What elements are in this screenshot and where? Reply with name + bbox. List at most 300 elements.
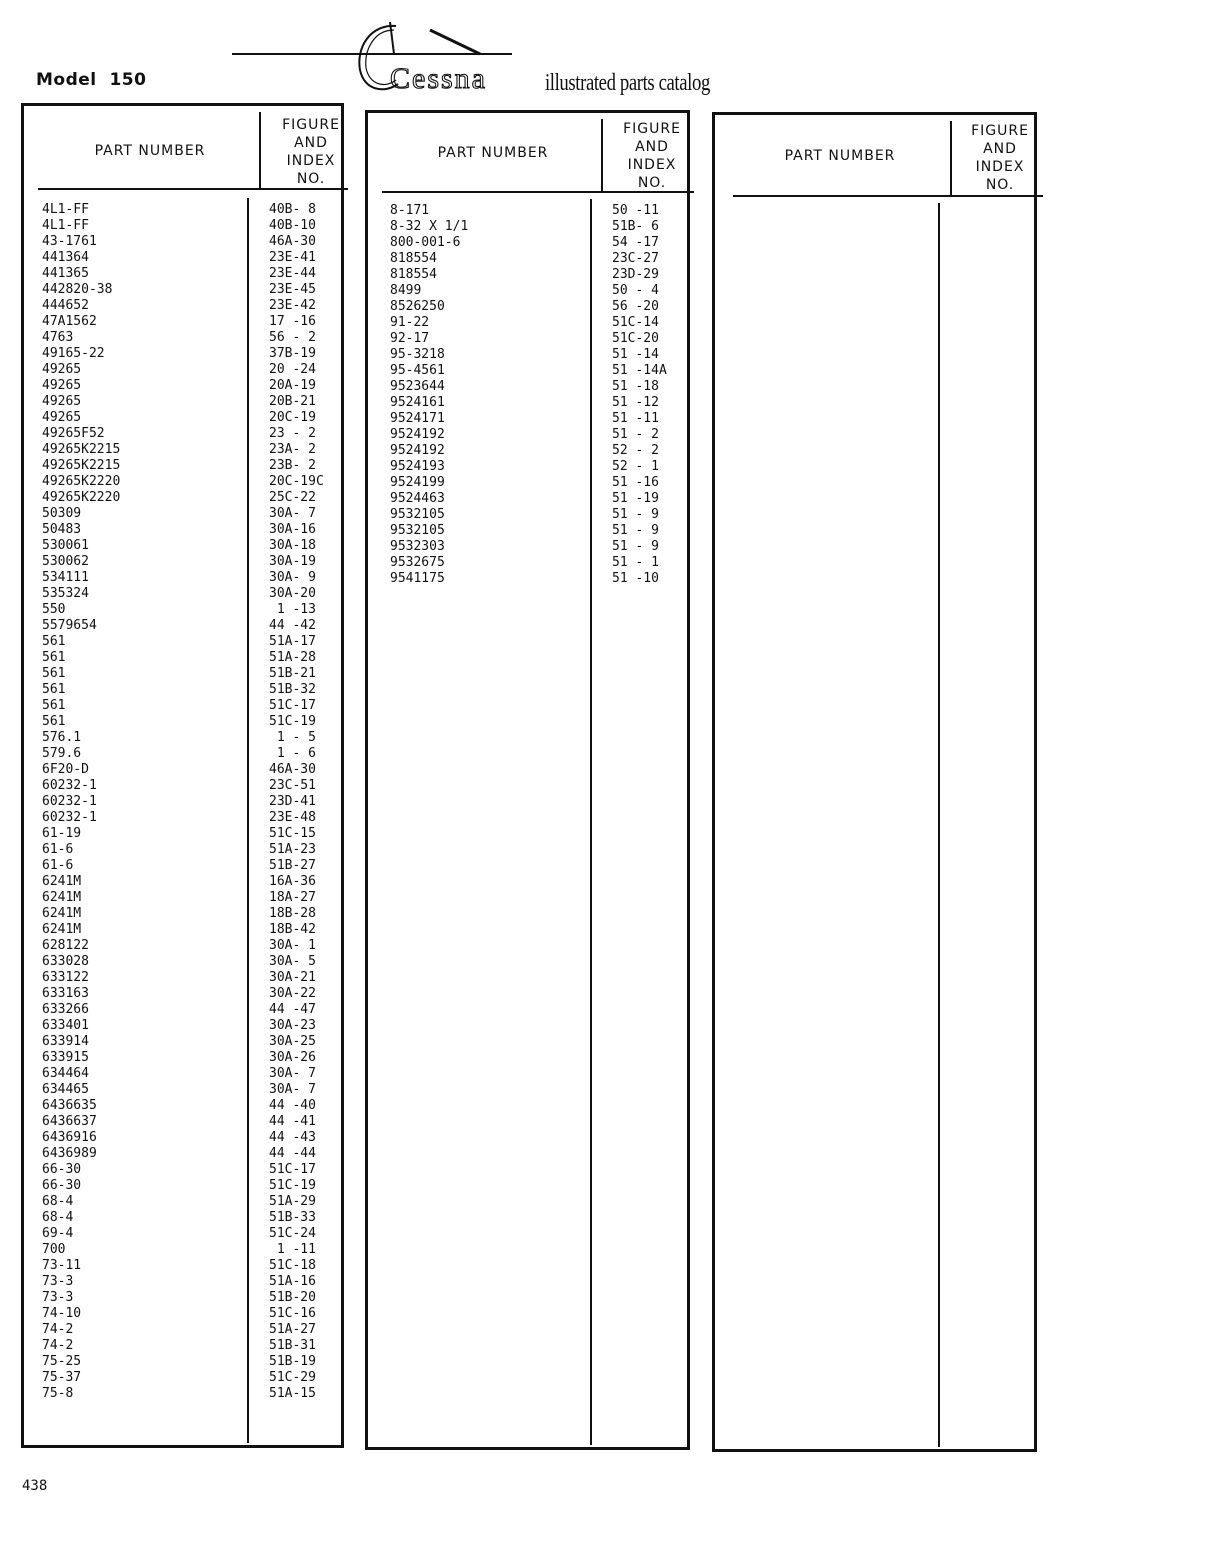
part-number-cell: 6F20-D	[42, 762, 89, 777]
figure-index-cell: 20B-21	[269, 394, 316, 409]
part-number-cell: 441365	[42, 266, 89, 281]
figure-index-cell: 51A-28	[269, 650, 316, 665]
part-number-cell: 74-2	[42, 1322, 74, 1337]
part-number-cell: 73-11	[42, 1258, 82, 1273]
part-number-cell: 50309	[42, 506, 82, 521]
table-row	[24, 554, 341, 570]
part-number-cell: 530062	[42, 554, 89, 569]
figure-index-cell: 20A-19	[269, 378, 316, 393]
table-row	[24, 570, 341, 586]
figure-index-cell: 51C-18	[269, 1258, 316, 1273]
part-number-cell: 534111	[42, 570, 89, 585]
table-row	[24, 346, 341, 362]
table-row	[368, 235, 687, 251]
figure-index-cell: 30A-23	[269, 1018, 316, 1033]
part-number-cell: 561	[42, 698, 66, 713]
table-row	[24, 202, 341, 218]
table-row	[24, 378, 341, 394]
figure-index-cell: 30A-22	[269, 986, 316, 1001]
table-row	[24, 858, 341, 874]
figure-heading-line: NO.	[296, 171, 326, 187]
figure-index-cell: 16A-36	[269, 874, 316, 889]
table-row	[368, 539, 687, 555]
part-number-cell: 66-30	[42, 1162, 82, 1177]
parts-column-2	[365, 110, 690, 1450]
column-divider-lower	[938, 203, 940, 1447]
figure-index-cell: 44 -41	[269, 1114, 316, 1129]
figure-index-cell: 25C-22	[269, 490, 316, 505]
model-label	[36, 70, 146, 90]
figure-heading-line: NO.	[637, 175, 667, 191]
figure-index-heading	[951, 122, 1049, 194]
table-row	[24, 1146, 341, 1162]
part-number-cell: 634465	[42, 1082, 89, 1097]
figure-index-cell: 51C-20	[612, 331, 659, 346]
parts-list	[24, 202, 341, 1402]
table-row	[368, 315, 687, 331]
part-number-cell: 441364	[42, 250, 89, 265]
part-number-cell: 74-10	[42, 1306, 82, 1321]
part-number-cell: 47A1562	[42, 314, 97, 329]
figure-index-cell: 51C-19	[269, 714, 316, 729]
table-row	[24, 778, 341, 794]
part-number-cell: 700	[42, 1242, 66, 1257]
table-row	[24, 250, 341, 266]
figure-index-cell: 51 - 9	[612, 507, 659, 522]
table-row	[24, 1338, 341, 1354]
part-number-cell: 633028	[42, 954, 89, 969]
figure-index-cell: 23E-48	[269, 810, 316, 825]
figure-index-cell: 30A- 7	[269, 506, 316, 521]
part-number-cell: 633401	[42, 1018, 89, 1033]
figure-index-cell: 51 -19	[612, 491, 659, 506]
table-row	[24, 1002, 341, 1018]
table-row	[24, 650, 341, 666]
figure-index-cell: 51A-23	[269, 842, 316, 857]
figure-index-cell: 17 -16	[269, 314, 316, 329]
figure-index-cell: 51 - 1	[612, 555, 659, 570]
figure-index-cell: 20C-19	[269, 410, 316, 425]
figure-index-cell: 51C-16	[269, 1306, 316, 1321]
table-row	[24, 762, 341, 778]
table-row	[24, 442, 341, 458]
part-number-cell: 95-4561	[390, 363, 445, 378]
figure-index-cell: 51 -11	[612, 411, 659, 426]
part-number-cell: 633915	[42, 1050, 89, 1065]
figure-index-cell: 1 - 5	[269, 730, 316, 745]
table-row	[24, 938, 341, 954]
table-row	[24, 1290, 341, 1306]
part-number-cell: 550	[42, 602, 66, 617]
table-row	[368, 219, 687, 235]
part-number-cell: 9524192	[390, 443, 445, 458]
figure-index-cell: 23E-44	[269, 266, 316, 281]
table-row	[368, 555, 687, 571]
part-number-heading: PART NUMBER	[437, 145, 549, 161]
column-divider-upper	[950, 121, 952, 195]
table-row	[24, 410, 341, 426]
figure-index-cell: 51 -14A	[612, 363, 667, 378]
figure-index-cell: 37B-19	[269, 346, 316, 361]
figure-index-cell: 51B-31	[269, 1338, 316, 1353]
table-row	[368, 363, 687, 379]
part-number-cell: 8-171	[390, 203, 430, 218]
figure-index-cell: 44 -40	[269, 1098, 316, 1113]
figure-heading-line: AND	[294, 135, 328, 151]
table-row	[24, 1130, 341, 1146]
part-number-cell: 74-2	[42, 1338, 74, 1353]
figure-index-cell: 51 -12	[612, 395, 659, 410]
part-number-cell: 9523644	[390, 379, 445, 394]
part-number-cell: 49265K2220	[42, 490, 121, 505]
table-row	[24, 986, 341, 1002]
part-number-heading: PART NUMBER	[784, 148, 896, 164]
figure-index-cell: 51C-29	[269, 1370, 316, 1385]
figure-index-cell: 51C-24	[269, 1226, 316, 1241]
table-row	[24, 1050, 341, 1066]
table-row	[368, 427, 687, 443]
figure-index-cell: 50 -11	[612, 203, 659, 218]
part-number-cell: 633122	[42, 970, 89, 985]
figure-index-cell: 54 -17	[612, 235, 659, 250]
figure-index-cell: 44 -42	[269, 618, 316, 633]
part-number-cell: 818554	[390, 251, 437, 266]
model-text: Model	[36, 70, 97, 90]
parts-column-1	[21, 103, 344, 1448]
part-number-cell: 6436916	[42, 1130, 97, 1145]
part-number-cell: 9524199	[390, 475, 445, 490]
table-row	[368, 331, 687, 347]
table-row	[24, 586, 341, 602]
figure-index-cell: 51B-32	[269, 682, 316, 697]
part-number-cell: 92-17	[390, 331, 430, 346]
table-row	[24, 970, 341, 986]
figure-index-cell: 23E-45	[269, 282, 316, 297]
part-number-cell: 442820-38	[42, 282, 113, 297]
part-number-cell: 43-1761	[42, 234, 97, 249]
part-number-cell: 9524463	[390, 491, 445, 506]
table-row	[368, 411, 687, 427]
table-row	[24, 314, 341, 330]
table-row	[368, 379, 687, 395]
part-number-cell: 50483	[42, 522, 82, 537]
part-number-cell: 6436635	[42, 1098, 97, 1113]
table-row	[24, 890, 341, 906]
part-number-cell: 9524192	[390, 427, 445, 442]
part-number-cell: 561	[42, 634, 66, 649]
part-number-cell: 576.1	[42, 730, 82, 745]
table-row	[368, 459, 687, 475]
part-number-cell: 444652	[42, 298, 89, 313]
table-row	[24, 874, 341, 890]
figure-index-cell: 30A- 1	[269, 938, 316, 953]
part-number-cell: 6241M	[42, 906, 82, 921]
part-number-cell: 49265K2220	[42, 474, 121, 489]
table-row	[24, 1034, 341, 1050]
part-number-cell: 95-3218	[390, 347, 445, 362]
part-number-cell: 800-001-6	[390, 235, 461, 250]
table-row	[368, 299, 687, 315]
part-number-cell: 561	[42, 650, 66, 665]
part-number-cell: 73-3	[42, 1290, 74, 1305]
figure-index-cell: 46A-30	[269, 762, 316, 777]
part-number-cell: 8499	[390, 283, 422, 298]
table-row	[24, 602, 341, 618]
part-number-cell: 6241M	[42, 890, 82, 905]
part-number-cell: 4L1-FF	[42, 218, 89, 233]
part-number-cell: 49265K2215	[42, 442, 121, 457]
part-number-cell: 49265	[42, 410, 82, 425]
figure-index-cell: 56 -20	[612, 299, 659, 314]
part-number-cell: 9532105	[390, 523, 445, 538]
figure-index-cell: 18B-28	[269, 906, 316, 921]
part-number-cell: 818554	[390, 267, 437, 282]
figure-index-cell: 51 -18	[612, 379, 659, 394]
catalog-subtitle: illustrated parts catalog	[545, 70, 710, 96]
part-number-cell: 60232-1	[42, 810, 97, 825]
figure-index-cell: 51A-15	[269, 1386, 316, 1401]
part-number-cell: 4L1-FF	[42, 202, 89, 217]
part-number-cell: 633163	[42, 986, 89, 1001]
part-number-cell: 91-22	[390, 315, 430, 330]
figure-heading-line: INDEX	[286, 153, 336, 169]
figure-index-cell: 1 -11	[269, 1242, 316, 1257]
figure-index-cell: 1 -13	[269, 602, 316, 617]
table-row	[368, 443, 687, 459]
figure-index-cell: 56 - 2	[269, 330, 316, 345]
part-number-cell: 9541175	[390, 571, 445, 586]
figure-index-cell: 51C-14	[612, 315, 659, 330]
table-row	[24, 922, 341, 938]
table-row	[24, 282, 341, 298]
table-row	[24, 746, 341, 762]
table-row	[24, 522, 341, 538]
figure-heading-line: AND	[635, 139, 669, 155]
figure-index-cell: 30A- 7	[269, 1082, 316, 1097]
part-number-cell: 68-4	[42, 1210, 74, 1225]
table-row	[368, 251, 687, 267]
figure-heading-line: FIGURE	[623, 121, 681, 137]
figure-index-cell: 51C-19	[269, 1178, 316, 1193]
parts-list	[368, 203, 687, 587]
part-number-cell: 68-4	[42, 1194, 74, 1209]
table-row	[24, 794, 341, 810]
part-number-cell: 579.6	[42, 746, 82, 761]
figure-index-cell: 23B- 2	[269, 458, 316, 473]
part-number-cell: 49265K2215	[42, 458, 121, 473]
table-row	[24, 218, 341, 234]
part-number-cell: 8-32 X 1/1	[390, 219, 469, 234]
figure-heading-line: NO.	[985, 177, 1015, 193]
figure-index-cell: 40B- 8	[269, 202, 316, 217]
column-divider-upper	[601, 119, 603, 191]
figure-index-cell: 46A-30	[269, 234, 316, 249]
part-number-cell: 61-19	[42, 826, 82, 841]
table-row	[24, 810, 341, 826]
table-row	[24, 714, 341, 730]
table-row	[368, 507, 687, 523]
figure-index-cell: 30A-19	[269, 554, 316, 569]
part-number-cell: 561	[42, 682, 66, 697]
part-number-cell: 73-3	[42, 1274, 74, 1289]
table-row	[24, 1114, 341, 1130]
part-number-cell: 49265	[42, 394, 82, 409]
figure-index-cell: 30A-16	[269, 522, 316, 537]
table-row	[368, 283, 687, 299]
table-row	[24, 906, 341, 922]
figure-index-cell: 51 - 2	[612, 427, 659, 442]
figure-index-cell: 51C-17	[269, 1162, 316, 1177]
part-number-cell: 49265F52	[42, 426, 105, 441]
figure-index-cell: 51A-16	[269, 1274, 316, 1289]
part-number-cell: 61-6	[42, 842, 74, 857]
figure-index-heading	[262, 116, 360, 188]
table-row	[24, 1210, 341, 1226]
figure-index-cell: 23D-29	[612, 267, 659, 282]
part-number-cell: 49265	[42, 362, 82, 377]
table-row	[24, 394, 341, 410]
table-row	[24, 1226, 341, 1242]
table-row	[24, 362, 341, 378]
table-row	[368, 523, 687, 539]
figure-index-cell: 23A- 2	[269, 442, 316, 457]
table-row	[24, 682, 341, 698]
figure-index-cell: 20 -24	[269, 362, 316, 377]
part-number-cell: 4763	[42, 330, 74, 345]
table-row	[24, 1162, 341, 1178]
figure-index-cell: 44 -43	[269, 1130, 316, 1145]
table-row	[24, 634, 341, 650]
table-row	[368, 475, 687, 491]
figure-index-cell: 51A-27	[269, 1322, 316, 1337]
table-row	[24, 842, 341, 858]
figure-index-cell: 51B-20	[269, 1290, 316, 1305]
figure-index-cell: 30A-20	[269, 586, 316, 601]
table-row	[24, 1018, 341, 1034]
part-number-cell: 60232-1	[42, 794, 97, 809]
part-number-cell: 628122	[42, 938, 89, 953]
part-number-cell: 75-25	[42, 1354, 82, 1369]
part-number-cell: 9524171	[390, 411, 445, 426]
table-row	[24, 1322, 341, 1338]
part-number-cell: 66-30	[42, 1178, 82, 1193]
table-row	[368, 347, 687, 363]
table-row	[368, 571, 687, 587]
part-number-cell: 6436637	[42, 1114, 97, 1129]
column-divider-upper	[259, 112, 261, 188]
figure-index-cell: 18A-27	[269, 890, 316, 905]
part-number-cell: 49165-22	[42, 346, 105, 361]
table-row	[24, 954, 341, 970]
table-row	[24, 1258, 341, 1274]
part-number-cell: 5579654	[42, 618, 97, 633]
table-row	[368, 203, 687, 219]
figure-index-cell: 52 - 2	[612, 443, 659, 458]
figure-heading-line: FIGURE	[282, 117, 340, 133]
table-row	[368, 491, 687, 507]
table-row	[24, 826, 341, 842]
figure-index-cell: 30A- 9	[269, 570, 316, 585]
table-row	[24, 474, 341, 490]
figure-index-cell: 44 -44	[269, 1146, 316, 1161]
table-row	[24, 426, 341, 442]
figure-index-cell: 30A- 5	[269, 954, 316, 969]
part-number-cell: 530061	[42, 538, 89, 553]
part-number-cell: 6241M	[42, 922, 82, 937]
table-row	[24, 698, 341, 714]
part-number-cell: 9524193	[390, 459, 445, 474]
figure-index-cell: 30A-18	[269, 538, 316, 553]
table-row	[24, 330, 341, 346]
figure-heading-line: INDEX	[627, 157, 677, 173]
table-row	[24, 1386, 341, 1402]
figure-index-cell: 51C-15	[269, 826, 316, 841]
table-row	[24, 298, 341, 314]
table-row	[24, 1354, 341, 1370]
header-rule	[733, 195, 1043, 197]
brand-text: Cessna	[390, 62, 487, 95]
table-row	[24, 266, 341, 282]
part-number-heading: PART NUMBER	[94, 143, 206, 159]
figure-index-cell: 1 - 6	[269, 746, 316, 761]
part-number-cell: 75-37	[42, 1370, 82, 1385]
figure-index-cell: 23C-27	[612, 251, 659, 266]
table-row	[24, 1082, 341, 1098]
figure-index-cell: 23D-41	[269, 794, 316, 809]
figure-index-cell: 51 - 9	[612, 539, 659, 554]
table-row	[24, 458, 341, 474]
part-number-cell: 60232-1	[42, 778, 97, 793]
page-number: 438	[22, 1478, 48, 1494]
figure-index-cell: 51A-29	[269, 1194, 316, 1209]
table-row	[24, 618, 341, 634]
figure-index-cell: 44 -47	[269, 1002, 316, 1017]
part-number-cell: 9532303	[390, 539, 445, 554]
figure-index-cell: 20C-19C	[269, 474, 324, 489]
model-number: 150	[109, 70, 147, 90]
figure-index-cell: 23E-41	[269, 250, 316, 265]
figure-index-cell: 23C-51	[269, 778, 316, 793]
figure-index-cell: 23 - 2	[269, 426, 316, 441]
figure-index-cell: 51 - 9	[612, 523, 659, 538]
part-number-cell: 75-8	[42, 1386, 74, 1401]
table-row	[24, 490, 341, 506]
figure-index-cell: 18B-42	[269, 922, 316, 937]
figure-index-cell: 51 -16	[612, 475, 659, 490]
figure-index-cell: 51B-33	[269, 1210, 316, 1225]
figure-index-cell: 30A-25	[269, 1034, 316, 1049]
table-row	[24, 538, 341, 554]
part-number-cell: 69-4	[42, 1226, 74, 1241]
part-number-cell: 6241M	[42, 874, 82, 889]
table-row	[24, 506, 341, 522]
part-number-cell: 633914	[42, 1034, 89, 1049]
figure-index-cell: 50 - 4	[612, 283, 659, 298]
figure-index-cell: 51 -14	[612, 347, 659, 362]
header-rule	[38, 188, 348, 190]
cessna-logo	[350, 18, 530, 98]
table-row	[24, 1370, 341, 1386]
figure-index-cell: 51A-17	[269, 634, 316, 649]
part-number-cell: 561	[42, 666, 66, 681]
table-row	[24, 1098, 341, 1114]
figure-index-cell: 52 - 1	[612, 459, 659, 474]
part-number-cell: 535324	[42, 586, 89, 601]
figure-heading-line: FIGURE	[971, 123, 1029, 139]
header-rule	[382, 191, 694, 193]
figure-index-cell: 30A-21	[269, 970, 316, 985]
table-row	[368, 395, 687, 411]
